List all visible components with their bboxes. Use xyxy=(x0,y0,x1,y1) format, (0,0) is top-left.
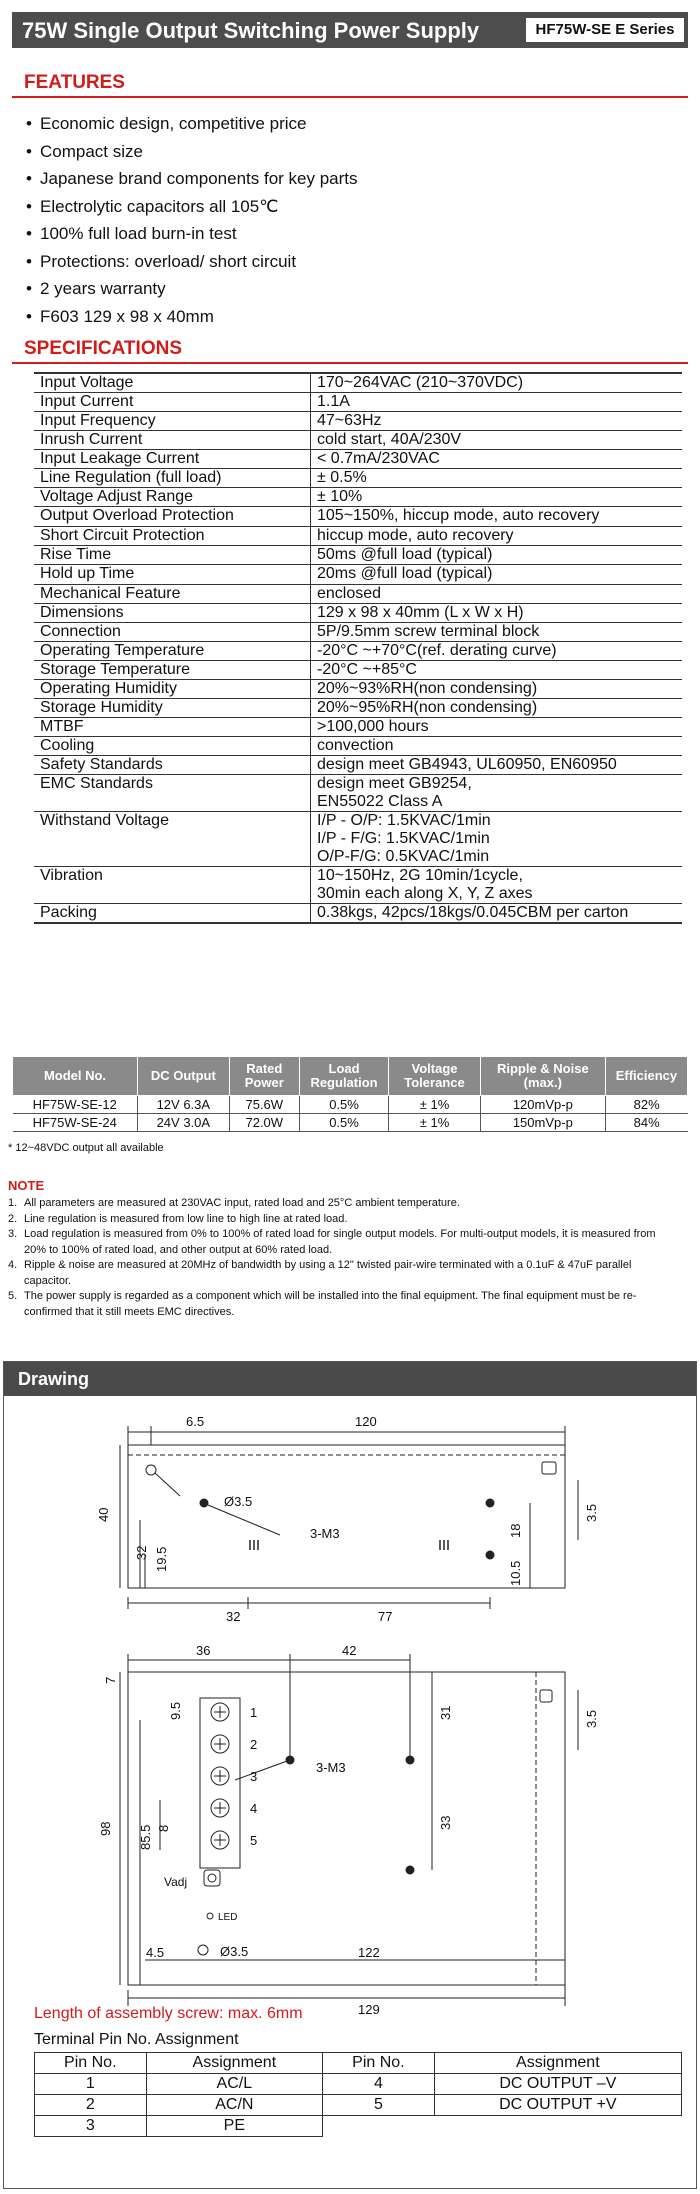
spec-label: Rise Time xyxy=(34,546,311,565)
spec-value: >100,000 hours xyxy=(311,718,683,737)
pin-cell: 2 xyxy=(35,2095,147,2116)
vadj-knob xyxy=(208,1874,216,1882)
pin-cell: 3 xyxy=(35,2116,147,2137)
spec-label: Inrush Current xyxy=(34,431,311,450)
model-cell: 75.6W xyxy=(229,1096,299,1114)
spec-label: Output Overload Protection xyxy=(34,507,311,527)
specifications-heading: SPECIFICATIONS xyxy=(24,338,182,359)
dim-129: 129 xyxy=(358,2002,380,2017)
spec-value: -20°C ~+85°C xyxy=(311,661,683,680)
spec-label: Mechanical Feature xyxy=(34,585,311,604)
model-cell: 82% xyxy=(605,1096,687,1114)
note-number: 4. xyxy=(8,1259,18,1271)
bullet-icon: • xyxy=(26,141,32,161)
model-cell: 84% xyxy=(605,1114,687,1132)
note-text: Ripple & noise are measured at 20MHz of bandwidth by using a 12" twisted pair-wire terminated with a 0.1uF & 47uF parallel capacitor. xyxy=(24,1259,632,1287)
screw-slot xyxy=(214,1802,226,1814)
spec-label: Voltage Adjust Range xyxy=(34,488,311,507)
model-header: Load Regulation xyxy=(299,1057,388,1096)
top-m3-hole xyxy=(406,1866,414,1874)
side-m3-hole xyxy=(200,1499,208,1507)
dim-9-5: 9.5 xyxy=(168,1701,183,1720)
side-mount-hole xyxy=(146,1465,156,1475)
feature-text: Japanese brand components for key parts xyxy=(40,169,358,188)
spec-value: hiccup mode, auto recovery xyxy=(311,527,683,546)
feature-text: Electrolytic capacitors all 105℃ xyxy=(40,196,279,216)
model-cell: 0.5% xyxy=(299,1096,388,1114)
label-hole-dia-top: Ø3.5 xyxy=(220,1944,249,1959)
model-cell: 0.5% xyxy=(299,1114,388,1132)
pin-cell: 5 xyxy=(323,2095,435,2116)
terminal-number: 3 xyxy=(250,1769,258,1784)
label-led: LED xyxy=(218,1912,238,1923)
page-title: 75W Single Output Switching Power Supply xyxy=(22,18,480,43)
model-header: DC Output xyxy=(138,1057,230,1096)
model-header: Rated Power xyxy=(229,1057,299,1096)
model-cell: 24V 3.0A xyxy=(138,1114,230,1132)
bullet-icon: • xyxy=(26,306,32,326)
note-number: 5. xyxy=(8,1290,18,1302)
dim-4-5: 4.5 xyxy=(146,1945,165,1960)
dim-31: 31 xyxy=(438,1705,453,1720)
model-header: Voltage Tolerance xyxy=(389,1057,481,1096)
spec-value: 0.38kgs, 42pcs/18kgs/0.045CBM per carton xyxy=(311,904,683,924)
feature-text: Protections: overload/ short circuit xyxy=(40,251,297,271)
screw-slot xyxy=(214,1770,226,1782)
top-tab xyxy=(540,1690,552,1702)
screw-slot xyxy=(214,1706,226,1718)
pin-row xyxy=(35,2116,682,2137)
feature-text: Economic design, competitive price xyxy=(40,114,307,133)
dim-40: 40 xyxy=(96,1507,111,1522)
model-cell: HF75W-SE-12 xyxy=(13,1096,138,1114)
spec-label: Operating Humidity xyxy=(34,680,311,699)
spec-label: Input Frequency xyxy=(34,412,311,431)
bullet-icon: • xyxy=(26,279,32,298)
note-text: Load regulation is measured from 0% to 100% of rated load for single output models. For multi-output models, it is measured from 20% to 100% of rated load, and other output at 60% rated load. xyxy=(24,1228,656,1256)
screw-slot xyxy=(214,1834,226,1846)
side-tab xyxy=(542,1462,556,1474)
model-cell: ± 1% xyxy=(389,1096,481,1114)
pin-cell: AC/N xyxy=(146,2095,323,2116)
spec-value: 20%~95%RH(non condensing) xyxy=(311,699,683,718)
terminal-number: 4 xyxy=(250,1801,258,1816)
pin-row xyxy=(35,2095,682,2116)
note-number: 2. xyxy=(8,1212,18,1225)
terminal-assignment-title: Terminal Pin No. Assignment xyxy=(34,2031,239,2048)
model-cell: ± 1% xyxy=(389,1114,481,1132)
note-number: 3. xyxy=(8,1228,18,1240)
assembly-screw-note: Length of assembly screw: max. 6mm xyxy=(34,2005,303,2022)
bullet-icon: • xyxy=(26,169,32,188)
dim-42: 42 xyxy=(342,1643,357,1658)
spec-value: cold start, 40A/230V xyxy=(311,431,683,450)
pin-cell xyxy=(323,2116,435,2137)
spec-value: enclosed xyxy=(311,585,683,604)
dim-98: 98 xyxy=(98,1821,113,1836)
note-text: The power supply is regarded as a component which will be installed into the final equipment. The final equipment must be re-confirmed that it still meets EMC directives. xyxy=(24,1290,637,1318)
label-3-m3: 3-M3 xyxy=(310,1526,340,1541)
spec-label: Dimensions xyxy=(34,604,311,623)
dim-33: 33 xyxy=(438,1815,453,1830)
dim-3-5-top: 3.5 xyxy=(584,1709,599,1728)
drawing-title: Drawing xyxy=(18,1369,90,1389)
pin-header: Assignment xyxy=(434,2053,681,2074)
spec-value: 170~264VAC (210~370VDC) xyxy=(311,373,683,393)
spec-label: Withstand Voltage xyxy=(34,812,311,867)
bullet-icon: • xyxy=(26,196,32,216)
pin-cell: DC OUTPUT +V xyxy=(434,2095,681,2116)
side-m3-hole xyxy=(486,1551,494,1559)
spec-value: 50ms @full load (typical) xyxy=(311,546,683,565)
spec-label: Vibration xyxy=(34,867,311,904)
note-heading: NOTE xyxy=(8,1178,45,1193)
model-header: Model No. xyxy=(13,1057,138,1096)
top-mount-hole xyxy=(198,1945,208,1955)
dim-18: 18 xyxy=(508,1523,523,1538)
spec-label: Safety Standards xyxy=(34,756,311,775)
screw-slot xyxy=(214,1738,226,1750)
spec-value: -20°C ~+70°C(ref. derating curve) xyxy=(311,642,683,661)
spec-label: Storage Temperature xyxy=(34,661,311,680)
terminal-number: 1 xyxy=(250,1705,258,1720)
pin-cell: 4 xyxy=(323,2074,435,2095)
spec-value: I/P - O/P: 1.5KVAC/1min I/P - F/G: 1.5KVAC/1min O/P-F/G: 0.5KVAC/1min xyxy=(311,812,683,867)
dim-8: 8 xyxy=(156,1824,171,1832)
note-text: Line regulation is measured from low line to high line at rated load. xyxy=(24,1212,348,1225)
spec-label: Cooling xyxy=(34,737,311,756)
bullet-icon: • xyxy=(26,251,32,271)
spec-label: MTBF xyxy=(34,718,311,737)
spec-value: 129 x 98 x 40mm (L x W x H) xyxy=(311,604,683,623)
pin-row xyxy=(35,2074,682,2095)
model-footnote: * 12~48VDC output all available xyxy=(8,1142,164,1154)
pin-header: Assignment xyxy=(146,2053,323,2074)
dim-19-5: 19.5 xyxy=(154,1546,169,1572)
dim-32-bottom: 32 xyxy=(226,1609,241,1624)
bullet-icon: • xyxy=(26,114,32,133)
series-badge: HF75W-SE E Series xyxy=(526,18,684,42)
dim-6-5: 6.5 xyxy=(186,1414,205,1429)
led-indicator xyxy=(207,1913,213,1919)
spec-label: Storage Humidity xyxy=(34,699,311,718)
side-m3-hole xyxy=(486,1499,494,1507)
spec-label: Operating Temperature xyxy=(34,642,311,661)
side-view-outline xyxy=(128,1445,565,1588)
model-cell: 72.0W xyxy=(229,1114,299,1132)
dim-85-5: 85.5 xyxy=(138,1824,153,1850)
dim-120: 120 xyxy=(355,1414,377,1429)
pin-cell xyxy=(434,2116,681,2137)
pin-cell: 1 xyxy=(35,2074,147,2095)
feature-text: 2 years warranty xyxy=(40,279,166,298)
spec-value: < 0.7mA/230VAC xyxy=(311,450,683,469)
spec-label: EMC Standards xyxy=(34,775,311,812)
spec-value: design meet GB9254, EN55022 Class A xyxy=(311,775,683,812)
dim-7: 7 xyxy=(103,1676,118,1684)
terminal-number: 2 xyxy=(250,1737,258,1752)
label-3-m3-top: 3-M3 xyxy=(316,1760,346,1775)
spec-value: 1.1A xyxy=(311,393,683,412)
note-text: All parameters are measured at 230VAC input, rated load and 25°C ambient temperature. xyxy=(24,1197,460,1209)
dim-32: 32 xyxy=(134,1545,149,1560)
dim-77: 77 xyxy=(378,1609,393,1624)
spec-label: Line Regulation (full load) xyxy=(34,469,311,488)
note-number: 1. xyxy=(8,1197,18,1209)
model-cell: 120mVp-p xyxy=(480,1096,605,1114)
model-header: Ripple & Noise (max.) xyxy=(480,1057,605,1096)
spec-value: 105~150%, hiccup mode, auto recovery xyxy=(311,507,683,527)
spec-value: 5P/9.5mm screw terminal block xyxy=(311,623,683,642)
dim-36: 36 xyxy=(196,1643,211,1658)
spec-label: Input Current xyxy=(34,393,311,412)
feature-text: Compact size xyxy=(40,141,143,161)
spec-label: Hold up Time xyxy=(34,565,311,585)
pin-cell: AC/L xyxy=(146,2074,323,2095)
spec-label: Connection xyxy=(34,623,311,642)
model-cell: HF75W-SE-24 xyxy=(13,1114,138,1132)
spec-value: 20ms @full load (typical) xyxy=(311,565,683,585)
pin-header: Pin No. xyxy=(323,2053,435,2074)
model-header: Efficiency xyxy=(605,1057,687,1096)
vadj-pot xyxy=(204,1870,220,1886)
label-vadj: Vadj xyxy=(164,1875,188,1889)
pin-header: Pin No. xyxy=(35,2053,147,2074)
spec-label: Packing xyxy=(34,904,311,924)
spec-value: convection xyxy=(311,737,683,756)
bullet-icon: • xyxy=(26,224,32,243)
spec-value: ± 0.5% xyxy=(311,469,683,488)
dim-10-5: 10.5 xyxy=(508,1560,523,1586)
top-view xyxy=(120,1654,578,2006)
model-cell: 12V 6.3A xyxy=(138,1096,230,1114)
spec-value: ± 10% xyxy=(311,488,683,507)
spec-value: 20%~93%RH(non condensing) xyxy=(311,680,683,699)
dim-122: 122 xyxy=(358,1945,380,1960)
spec-label: Short Circuit Protection xyxy=(34,527,311,546)
label-hole-dia: Ø3.5 xyxy=(224,1494,253,1509)
features-heading: FEATURES xyxy=(24,72,125,93)
terminal-number: 5 xyxy=(250,1833,258,1848)
spec-value: design meet GB4943, UL60950, EN60950 xyxy=(311,756,683,775)
pin-cell: DC OUTPUT –V xyxy=(434,2074,681,2095)
pin-cell: PE xyxy=(146,2116,323,2137)
dim-3-5: 3.5 xyxy=(584,1503,599,1522)
top-view-outline xyxy=(128,1672,565,1985)
pin-table xyxy=(34,2052,682,2137)
spec-value: 10~150Hz, 2G 10min/1cycle, 30min each along X, Y, Z axes xyxy=(311,867,683,904)
spec-label: Input Voltage xyxy=(34,373,311,393)
feature-text: F603 129 x 98 x 40mm xyxy=(40,306,214,326)
feature-text: 100% full load burn-in test xyxy=(40,224,237,243)
model-cell: 150mVp-p xyxy=(480,1114,605,1132)
spec-label: Input Leakage Current xyxy=(34,450,311,469)
spec-value: 47~63Hz xyxy=(311,412,683,431)
